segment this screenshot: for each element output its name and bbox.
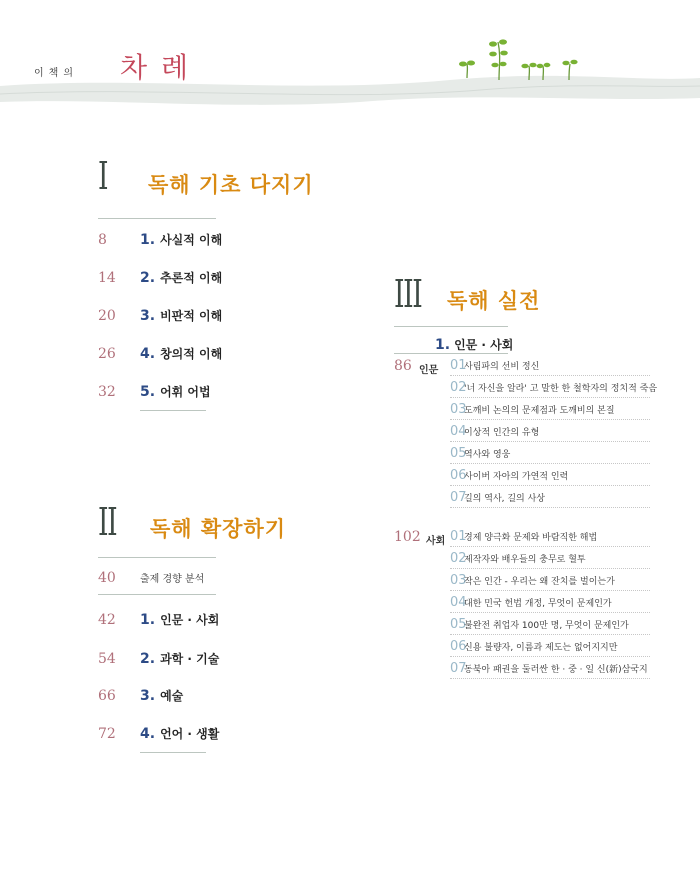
- toc-entry[interactable]: [98, 650, 219, 667]
- item-number: 03: [450, 402, 467, 417]
- entry-number: 2.: [140, 270, 156, 286]
- list-item[interactable]: [450, 573, 615, 588]
- item-divider: [450, 590, 650, 591]
- item-divider: [450, 612, 650, 613]
- toc-entry[interactable]: [98, 570, 204, 586]
- item-title: 경제 양극화 문제와 바람직한 해법: [464, 533, 598, 543]
- section-divider: [98, 218, 216, 219]
- item-title: 사이버 자아의 가연적 인력: [464, 472, 569, 482]
- list-item[interactable]: [450, 468, 568, 483]
- entry-label: 인문 · 사회: [454, 338, 514, 352]
- page-number: 14: [98, 270, 116, 286]
- item-number: 06: [450, 639, 467, 654]
- item-number: 05: [450, 617, 467, 632]
- entry-number: 2.: [140, 651, 156, 667]
- item-title: 불완전 취업자 100만 명, 무엇이 문제인가: [464, 621, 629, 631]
- item-title: '너 자신을 알라' 고 말한 한 철학자의 정치적 죽음: [464, 384, 658, 394]
- item-number: 03: [450, 573, 467, 588]
- entry-number: 4.: [140, 346, 156, 362]
- item-title: 도깨비 논의의 문제점과 도깨비의 본질: [464, 406, 615, 416]
- entry-number: 3.: [140, 688, 156, 704]
- item-divider: [450, 397, 650, 398]
- item-divider: [450, 568, 650, 569]
- header-label: 이책의: [34, 68, 78, 79]
- category-label: 인문: [419, 365, 439, 376]
- list-item[interactable]: [450, 529, 597, 544]
- list-item[interactable]: [450, 551, 586, 566]
- toc-entry[interactable]: [98, 611, 219, 628]
- toc-entry[interactable]: [98, 307, 222, 324]
- section-divider: [140, 752, 206, 753]
- page-number: 20: [98, 308, 116, 324]
- item-number: 06: [450, 468, 467, 483]
- item-title: 역사와 영웅: [464, 450, 511, 460]
- entry-number: 5.: [140, 384, 156, 400]
- toc-entry[interactable]: [98, 345, 222, 362]
- section-numeral-1: I: [98, 154, 108, 198]
- page-number: 54: [98, 651, 116, 667]
- item-divider: [450, 375, 650, 376]
- sprout-illustration: [455, 36, 585, 84]
- category-label: 사회: [426, 536, 446, 547]
- item-divider: [450, 441, 650, 442]
- item-number: 04: [450, 595, 467, 610]
- list-item[interactable]: [450, 358, 539, 373]
- item-divider: [450, 419, 650, 420]
- page-number: 86: [394, 358, 412, 374]
- item-number: 02: [450, 551, 467, 566]
- entry-number: 1.: [140, 232, 156, 248]
- section-divider: [98, 557, 216, 558]
- list-item[interactable]: [450, 402, 615, 417]
- section-numeral-3: III: [394, 272, 422, 316]
- entry-label: 사실적 이해: [160, 233, 223, 247]
- entry-label: 언어 · 생활: [160, 727, 220, 741]
- item-title: 제작자와 배우들의 충무로 혈투: [464, 555, 586, 565]
- section-numeral-2: II: [98, 500, 117, 544]
- page-number: 42: [98, 612, 116, 628]
- item-divider: [450, 463, 650, 464]
- list-item[interactable]: [450, 424, 539, 439]
- entry-label: 과학 · 기술: [160, 652, 220, 666]
- page-number: 26: [98, 346, 116, 362]
- item-number: 07: [450, 490, 467, 505]
- section-title-2: 독해 확장하기: [150, 517, 287, 541]
- toc-entry[interactable]: [98, 231, 222, 248]
- page-title: 차례: [120, 51, 203, 84]
- item-number: 05: [450, 446, 467, 461]
- page-number: 40: [98, 570, 116, 586]
- header-wave-band: [0, 72, 700, 112]
- page-number: 32: [98, 384, 116, 400]
- page-number: 72: [98, 726, 116, 742]
- item-title: 사림파의 선비 정신: [464, 362, 540, 372]
- page-number: 102: [394, 529, 421, 545]
- toc-entry[interactable]: [98, 383, 211, 400]
- list-item[interactable]: [450, 446, 510, 461]
- entry-label: 창의적 이해: [160, 347, 223, 361]
- toc-entry[interactable]: [98, 269, 222, 286]
- section-divider: [98, 594, 216, 595]
- item-divider: [450, 546, 650, 547]
- toc-entry[interactable]: [98, 725, 219, 742]
- entry-label: 예술: [160, 689, 184, 703]
- page-number: 66: [98, 688, 116, 704]
- entry-number: 1.: [140, 612, 156, 628]
- item-divider: [450, 634, 650, 635]
- section-divider: [394, 353, 508, 354]
- item-title: 길의 역사, 길의 사상: [464, 494, 545, 504]
- item-number: 07: [450, 661, 467, 676]
- item-number: 02: [450, 380, 467, 395]
- section-divider: [394, 326, 508, 327]
- section-title-1: 독해 기초 다지기: [148, 173, 314, 197]
- entry-number: 1.: [435, 337, 451, 353]
- item-number: 01: [450, 529, 467, 544]
- item-title: 동북아 패권을 둘러싼 한 · 중 · 일 신(新)삼국지: [464, 665, 648, 675]
- list-item[interactable]: [450, 380, 657, 395]
- page-number: 8: [98, 232, 107, 248]
- entry-label: 비판적 이해: [160, 309, 223, 323]
- item-number: 04: [450, 424, 467, 439]
- list-item[interactable]: [450, 661, 648, 676]
- entry-label: 출제 경향 분석: [140, 574, 205, 585]
- entry-label: 어휘 어법: [160, 385, 211, 399]
- item-divider: [450, 485, 650, 486]
- item-divider: [450, 507, 650, 508]
- entry-number: 3.: [140, 308, 156, 324]
- item-title: 이상적 인간의 유형: [464, 428, 540, 438]
- list-item[interactable]: [450, 595, 612, 610]
- entry-label: 추론적 이해: [160, 271, 223, 285]
- section-divider: [140, 410, 206, 411]
- item-title: 대한 민국 헌법 개정, 무엇이 문제인가: [464, 599, 612, 609]
- list-item[interactable]: [450, 490, 545, 505]
- item-title: 작은 인간 - 우리는 왜 잔치를 벌이는가: [464, 577, 615, 587]
- item-divider: [450, 656, 650, 657]
- toc-entry[interactable]: [98, 687, 183, 704]
- list-item[interactable]: [450, 639, 617, 654]
- item-number: 01: [450, 358, 467, 373]
- item-divider: [450, 678, 650, 679]
- sub-heading[interactable]: [435, 336, 513, 353]
- entry-number: 4.: [140, 726, 156, 742]
- entry-label: 인문 · 사회: [160, 613, 220, 627]
- item-title: 신용 불량자, 이름과 제도는 없어지지만: [464, 643, 618, 653]
- list-item[interactable]: [450, 617, 629, 632]
- section-title-3: 독해 실전: [447, 289, 541, 313]
